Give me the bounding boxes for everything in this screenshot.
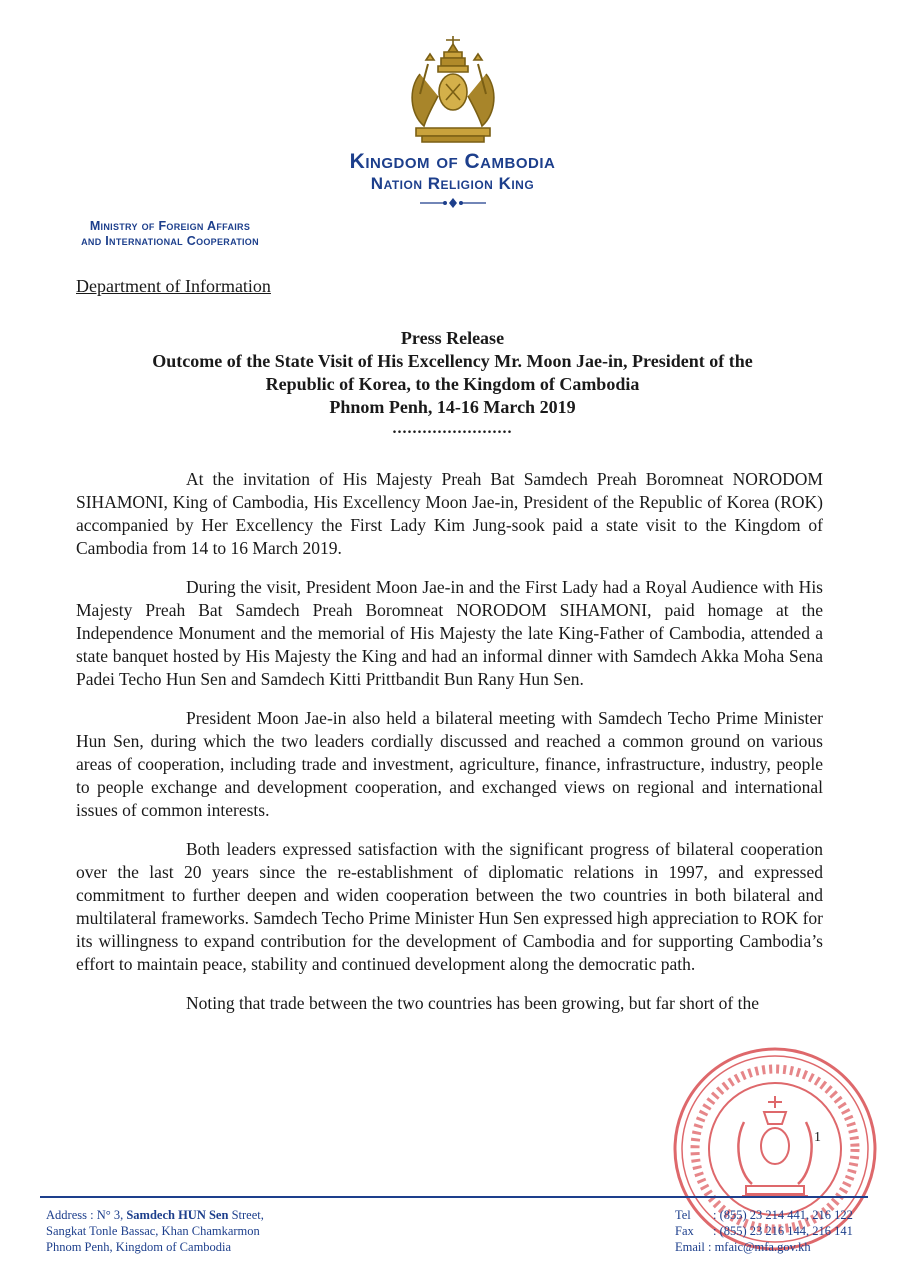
fax-value: : (855) 23 216 144, 216 141	[713, 1224, 853, 1238]
address-line-2: Sangkat Tonle Bassac, Khan Chamkarmon	[46, 1224, 260, 1238]
title-line-1: Press Release	[400, 328, 505, 348]
footer-address	[46, 1207, 264, 1255]
fax-label: Fax	[675, 1224, 694, 1238]
press-release-body	[76, 468, 823, 1015]
kingdom-title: Kingdom of Cambodia	[349, 150, 556, 173]
address-street: Samdech HUN Sen	[126, 1208, 229, 1222]
national-motto: Nation Religion King	[370, 174, 535, 193]
title-separator: ........................	[392, 420, 513, 437]
paragraph-3: President Moon Jae-in also held a bilateral meeting with Samdech Techo Prime Minister Hun Sen, during which the two leaders cordially discussed and reached a common ground on various areas of cooperation, including trade and investment, agriculture, finance, infrastructure, industry, people to people exchange and development cooperation, and exchanged views on regional and international issues of common interests.	[76, 708, 823, 820]
page-number: 1	[814, 1130, 821, 1145]
address-suffix: Street,	[228, 1208, 264, 1222]
ornament-divider-icon	[420, 197, 486, 209]
title-line-4: Phnom Penh, 14-16 March 2019	[329, 397, 576, 417]
department-heading: Department of Information	[76, 276, 271, 296]
royal-coat-of-arms-icon	[398, 34, 508, 146]
address-prefix: Address : N° 3,	[46, 1208, 127, 1222]
tel-value: : (855) 23 214 441, 216 122	[713, 1208, 853, 1222]
paragraph-5: Noting that trade between the two countries has been growing, but far short of the	[186, 993, 759, 1013]
fax-line	[675, 1223, 853, 1239]
tel-line	[675, 1207, 853, 1223]
ministry-line-2: and International Cooperation	[81, 234, 259, 248]
press-release-title	[60, 327, 845, 419]
ministry-name	[40, 219, 300, 249]
title-line-3: Republic of Korea, to the Kingdom of Cambodia	[265, 374, 640, 394]
paragraph-2: During the visit, President Moon Jae-in and the First Lady had a Royal Audience with His Majesty Preah Bat Samdech Preah Boromneat NORODOM SIHAMONI, paid homage at the Independence Monument and the memorial of His Majesty the late King-Father of Cambodia, attended a state banquet hosted by His Majesty the King and had an informal dinner with Samdech Akka Moha Sena Padei Techo Hun Sen and Samdech Kitti Prittbandit Bun Rany Hun Sen.	[76, 577, 823, 689]
address-line-1	[46, 1207, 264, 1223]
title-line-2: Outcome of the State Visit of His Excellency Mr. Moon Jae-in, President of the	[152, 351, 753, 371]
email-value[interactable]: : mfaic@mfa.gov.kh	[707, 1240, 811, 1254]
email-label: Email	[675, 1240, 705, 1254]
tel-label: Tel	[675, 1208, 691, 1222]
paragraph-4: Both leaders expressed satisfaction with the significant progress of bilateral cooperation over the last 20 years since the re-establishment of diplomatic relations in 1997, and expressed commitment to further deepen and widen cooperation between the two countries in both bilateral and multilateral frameworks. Samdech Techo Prime Minister Hun Sen expressed high appreciation to ROK for its willingness to expand contribution for the development of Cambodia and for supporting Cambodia’s effort to maintain peace, stability and continued development along the democratic path.	[76, 839, 823, 974]
footer-divider	[40, 1196, 868, 1198]
footer-contact	[675, 1207, 853, 1255]
ministry-line-1: Ministry of Foreign Affairs	[89, 219, 251, 233]
address-line-3: Phnom Penh, Kingdom of Cambodia	[46, 1240, 232, 1254]
paragraph-1: At the invitation of His Majesty Preah Bat Samdech Preah Boromneat NORODOM SIHAMONI, King of Cambodia, His Excellency Moon Jae-in, President of the Republic of Korea (ROK) accompanied by Her Excellency the First Lady Kim Jung-sook paid a state visit to the Kingdom of Cambodia from 14 to 16 March 2019.	[76, 469, 823, 558]
email-line	[675, 1239, 853, 1255]
